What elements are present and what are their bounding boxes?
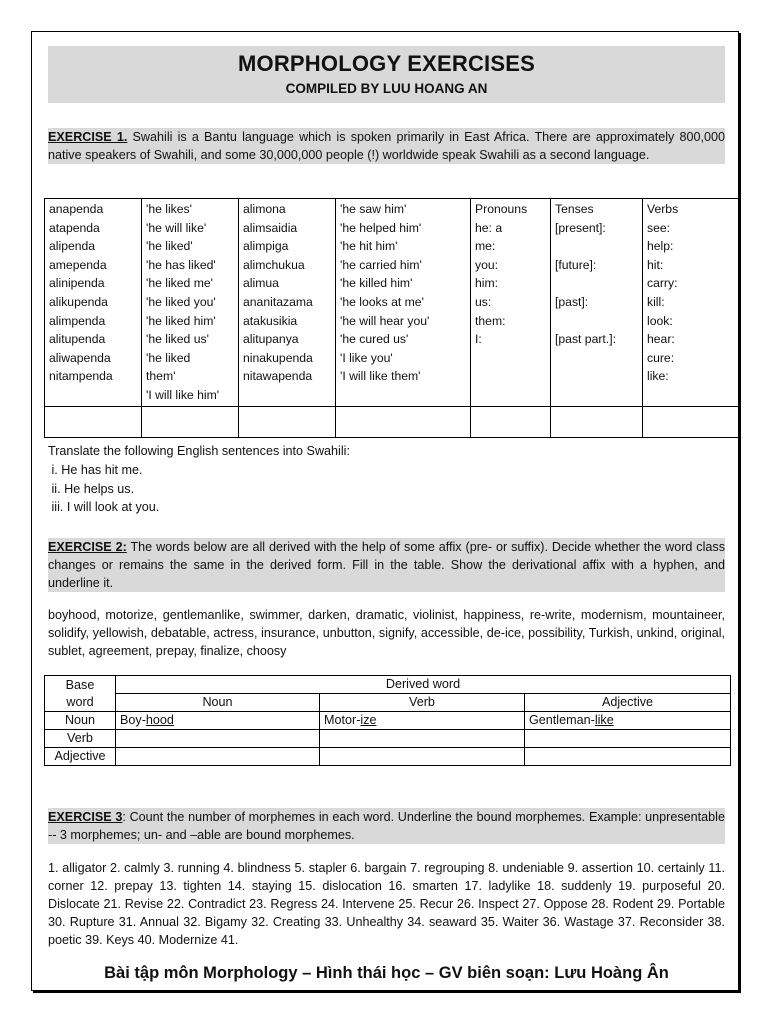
tenses-column bbox=[555, 200, 638, 349]
table-cell-line: 'I like you' bbox=[340, 350, 393, 365]
table-cell-line: 'he liked him' bbox=[146, 313, 216, 328]
swahili-verbs-column-2 bbox=[243, 200, 331, 386]
table-cell-line: atapenda bbox=[49, 220, 100, 235]
title-box bbox=[48, 46, 725, 103]
cell-verb-adjective[interactable] bbox=[525, 730, 731, 748]
sentence-item: iii. I will look at you. bbox=[48, 500, 160, 515]
derivation-table bbox=[44, 675, 731, 766]
table-cell-line: amependa bbox=[49, 257, 107, 272]
answer-cell[interactable] bbox=[471, 406, 551, 437]
cell-noun-verb[interactable]: Motor-ize bbox=[320, 712, 525, 730]
table-cell-line: carry: bbox=[647, 276, 678, 291]
cell-noun-adjective[interactable]: Gentleman-like bbox=[525, 712, 731, 730]
table-cell-line: Tenses bbox=[555, 202, 594, 216]
page-footer: Bài tập môn Morphology – Hình thái học – GV biên soạn: Lưu Hoàng Ân bbox=[104, 964, 669, 982]
table-cell-line: [present]: bbox=[555, 220, 606, 235]
table-cell-line: 'he liked' bbox=[146, 239, 193, 254]
table-cell-line: alimpiga bbox=[243, 239, 289, 254]
row-header-verb: Verb bbox=[45, 730, 116, 748]
swahili-table bbox=[44, 198, 741, 438]
table-cell-line: see: bbox=[647, 220, 671, 235]
english-glosses-column-1 bbox=[146, 200, 234, 405]
table-cell-line: alimona bbox=[243, 202, 286, 216]
base-word-header: Base word bbox=[45, 676, 116, 712]
exercise3-word-list: 1. alligator 2. calmly 3. running 4. blindness 5. stapler 6. bargain 7. regrouping 8. undeniable 9. assertion 10. certainly 11. corner 12. prepay 13. tighten 14. staying 15. dislocation 16. smarten 17. ladylike 18. suddenly 19. purposeful 20. Dislocate 21. Revise 22. Contradict 23. Regress 24. Intervene 25. Recur 26. Inspect 27. Oppose 28. Rodent 29. Portable 30. Rupture 31. Annual 32. Bigamy 32. Creating 33. Unhealthy 34. seaward 35. Waiter 36. Wastage 37. Reconsider 38. poetic 39. Keys 40. Modernize 41. bbox=[48, 861, 725, 947]
table-cell-line: ananitazama bbox=[243, 294, 313, 309]
table-cell-line: [future]: bbox=[555, 257, 597, 272]
cell-adjective-noun[interactable] bbox=[116, 748, 320, 766]
table-cell-line: 'he killed him' bbox=[340, 276, 413, 291]
column-header-adjective: Adjective bbox=[525, 694, 731, 712]
answer-cell[interactable] bbox=[643, 406, 741, 437]
table-cell-line: kill: bbox=[647, 294, 665, 309]
table-cell-line: look: bbox=[647, 313, 673, 328]
table-cell-line: 'he saw him' bbox=[340, 202, 407, 216]
table-cell-line: [past part.]: bbox=[555, 332, 616, 347]
table-cell-line bbox=[555, 237, 638, 256]
table-cell-line: I: bbox=[475, 332, 482, 347]
table-cell-line: you: bbox=[475, 257, 499, 272]
table-cell-line: alimsaidia bbox=[243, 220, 298, 235]
column-header-verb: Verb bbox=[320, 694, 525, 712]
cell-adjective-adjective[interactable] bbox=[525, 748, 731, 766]
table-cell-line: 'he looks at me' bbox=[340, 294, 424, 309]
pronouns-column bbox=[475, 200, 546, 349]
table-cell-line: [past]: bbox=[555, 294, 589, 309]
table-cell-line: help: bbox=[647, 239, 674, 254]
table-cell-line: Verbs bbox=[647, 202, 679, 216]
table-cell-line: 'he liked bbox=[146, 350, 191, 365]
english-glosses-column-2 bbox=[340, 200, 466, 386]
table-cell-line: he: a bbox=[475, 220, 503, 235]
sentence-item: i. He has hit me. bbox=[48, 462, 143, 477]
table-cell-line: 'he cured us' bbox=[340, 332, 409, 347]
table-cell-line bbox=[555, 312, 638, 331]
column-header-noun: Noun bbox=[116, 694, 320, 712]
table-cell-line: nitampenda bbox=[49, 369, 113, 384]
table-cell-line: us: bbox=[475, 294, 492, 309]
page-subtitle: COMPILED BY LUU HOANG AN bbox=[285, 81, 488, 96]
table-cell-line: alitupenda bbox=[49, 332, 106, 347]
table-cell-line: anapenda bbox=[49, 202, 104, 216]
table-cell-line: 'he will hear you' bbox=[340, 313, 430, 328]
answer-cell[interactable] bbox=[45, 406, 142, 437]
row-header-adjective: Adjective bbox=[45, 748, 116, 766]
table-cell-line: 'I will like them' bbox=[340, 369, 421, 384]
table-cell-line: 'he has liked' bbox=[146, 257, 216, 272]
answer-cell[interactable] bbox=[551, 406, 643, 437]
table-cell-line: aliwapenda bbox=[49, 350, 111, 365]
translate-intro: Translate the following English sentences into Swahili: bbox=[48, 444, 350, 458]
table-cell-line bbox=[555, 274, 638, 293]
cell-verb-noun[interactable] bbox=[116, 730, 320, 748]
table-cell-line: 'he hit him' bbox=[340, 239, 398, 254]
table-cell-line: Pronouns bbox=[475, 202, 528, 216]
answer-cell[interactable] bbox=[239, 406, 336, 437]
verbs-column bbox=[647, 200, 736, 386]
table-cell-line: 'he will like' bbox=[146, 220, 207, 235]
translate-section bbox=[48, 442, 725, 517]
table-cell-line: hear: bbox=[647, 332, 675, 347]
exercise3-text: : Count the number of morphemes in each word. Underline the bound morphemes. Example: unpresentable -- 3 morphemes; un- and –able are bound morphemes. bbox=[48, 810, 725, 842]
table-cell-line: atakusikia bbox=[243, 313, 298, 328]
sentence-item: ii. He helps us. bbox=[48, 481, 135, 496]
exercise1-label: EXERCISE 1. bbox=[48, 130, 128, 144]
table-cell-line: 'he liked us' bbox=[146, 332, 209, 347]
exercise1-text: Swahili is a Bantu language which is spoken primarily in East Africa. There are approximately 800,000 native speakers of Swahili, and some 30,000,000 people (!) worldwide speak Swahili as a second language. bbox=[48, 130, 725, 162]
answer-cell[interactable] bbox=[336, 406, 471, 437]
table-cell-line: 'he liked you' bbox=[146, 294, 216, 309]
table-cell-line: alimchukua bbox=[243, 257, 305, 272]
table-cell-line: them: bbox=[475, 313, 506, 328]
exercise2-word-list: boyhood, motorize, gentlemanlike, swimmer, darken, dramatic, violinist, happiness, re-write, modernism, mountaineer, solidify, yellowish, debatable, actress, insurance, unbutton, signify, accessible, de-ice, possibility, Turkish, unkind, original, sublet, agreement, prepay, finalize, choosy bbox=[48, 608, 725, 658]
exercise1-instructions bbox=[48, 128, 725, 164]
table-cell-line: alitupanya bbox=[243, 332, 299, 347]
cell-adjective-verb[interactable] bbox=[320, 748, 525, 766]
table-cell-line: alimpenda bbox=[49, 313, 106, 328]
table-cell-line: him: bbox=[475, 276, 499, 291]
exercise2-text: The words below are all derived with the help of some affix (pre- or suffix). Decide whether the word class changes or remains the same in the derived form. Fill in the table. Show the derivational affix with a hyphen, and underline it. bbox=[48, 540, 725, 590]
table-cell-line: 'he helped him' bbox=[340, 220, 422, 235]
table-cell-line: nitawapenda bbox=[243, 369, 313, 384]
table-cell-line: alipenda bbox=[49, 239, 96, 254]
table-cell-line: ninakupenda bbox=[243, 350, 313, 365]
page-title: MORPHOLOGY EXERCISES bbox=[238, 51, 535, 76]
table-cell-line: hit: bbox=[647, 257, 664, 272]
table-cell-line: 'I will like him' bbox=[146, 387, 220, 402]
cell-verb-verb[interactable] bbox=[320, 730, 525, 748]
row-header-noun: Noun bbox=[45, 712, 116, 730]
table-cell-line: like: bbox=[647, 369, 669, 384]
table-cell-line: alimua bbox=[243, 276, 279, 291]
table-cell-line: alikupenda bbox=[49, 294, 108, 309]
table-cell-line: cure: bbox=[647, 350, 675, 365]
cell-noun-noun[interactable]: Boy-hood bbox=[116, 712, 320, 730]
table-cell-line: them' bbox=[146, 369, 176, 384]
derived-word-header: Derived word bbox=[116, 676, 731, 694]
swahili-verbs-column-1 bbox=[49, 200, 137, 386]
exercise3-instructions bbox=[48, 808, 725, 844]
table-cell-line: 'he likes' bbox=[146, 202, 192, 216]
exercise3-label: EXERCISE 3 bbox=[48, 810, 123, 824]
table-cell-line: 'he liked me' bbox=[146, 276, 213, 291]
table-cell-line: me: bbox=[475, 239, 496, 254]
exercise2-label: EXERCISE 2: bbox=[48, 540, 127, 554]
answer-cell[interactable] bbox=[142, 406, 239, 437]
table-cell-line: 'he carried him' bbox=[340, 257, 422, 272]
exercise2-instructions bbox=[48, 538, 725, 592]
table-cell-line: alinipenda bbox=[49, 276, 105, 291]
